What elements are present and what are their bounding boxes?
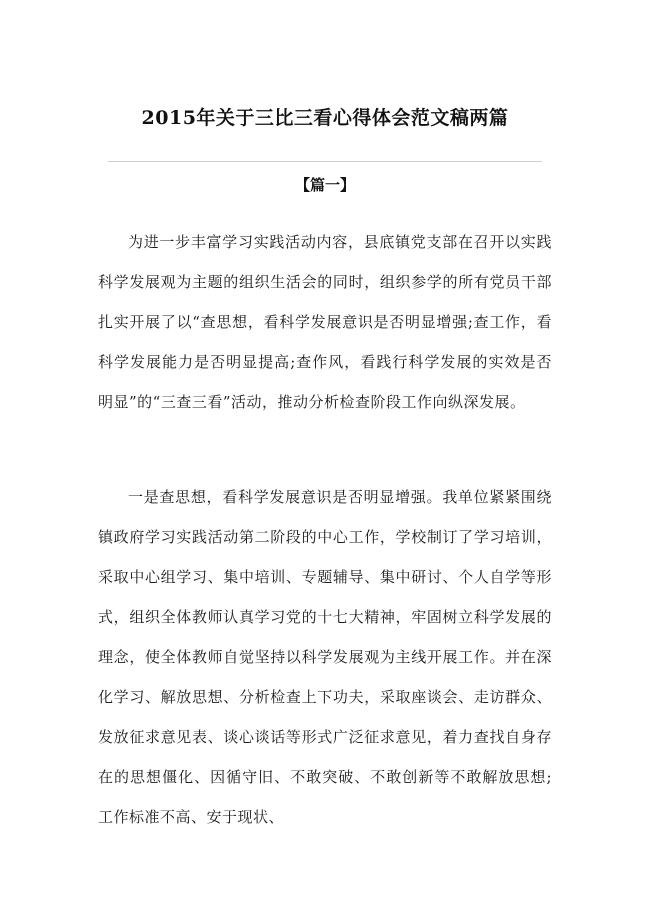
title-divider xyxy=(108,161,542,162)
section-heading: 【篇一】 xyxy=(294,176,355,194)
paragraph-1: 为进一步丰富学习实践活动内容，县底镇党支部在召开以实践科学发展观为主题的组织生活会的同时，组织参学的所有党员干部扎实开展了以“查思想，看科学发展意识是否明显增强;查工作，看科学发展能力是否明显提高;查作风，看践行科学发展的实效是否明显”的“三查三看”活动，推动分析检查阶段工作向纵深发展。 xyxy=(98,233,552,411)
paragraph-2: 一是查思想，看科学发展意识是否明显增强。我单位紧紧围绕镇政府学习实践活动第二阶段的中心工作，学校制订了学习培训，采取中心组学习、集中培训、专题辅导、集中研讨、个人自学等形式，组织全体教师认真学习党的十七大精神，牢固树立科学发展的理念，使全体教师自觉坚持以科学发展观为主线开展工作。并在深化学习、解放思想、分析检查上下功夫，采取座谈会、走访群众、发放征求意见表、谈心谈话等形式广泛征求意见，着力查找自身存在的思想僵化、因循守旧、不敢突破、不敢创新等不敢解放思想;工作标准不高、安于现状、 xyxy=(98,488,552,826)
document-title: 2015年关于三比三看心得体会范文稿两篇 xyxy=(141,107,509,129)
